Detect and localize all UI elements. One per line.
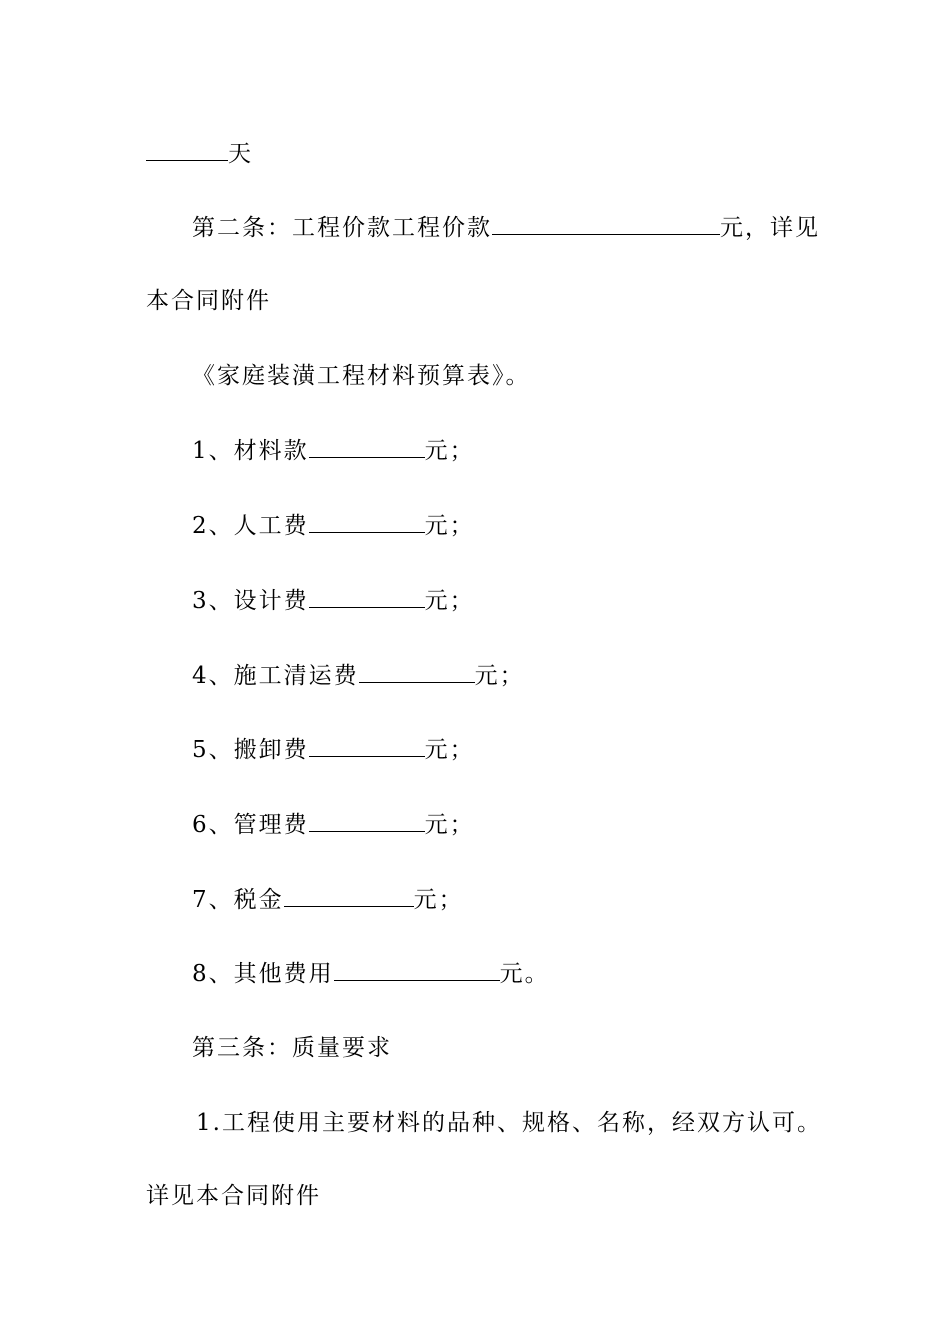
fee-item-unit: 元； — [413, 887, 464, 913]
fee-item — [192, 884, 464, 915]
fee-item — [192, 734, 475, 765]
fee-item — [192, 660, 525, 691]
fee-amount-blank — [309, 809, 425, 832]
fee-item-label: 1、材料款 — [192, 438, 309, 464]
article-3-heading — [192, 1033, 392, 1063]
duration-line — [146, 138, 253, 169]
fee-amount-blank — [359, 660, 475, 683]
fee-item-label: 8、其他费用 — [192, 961, 334, 987]
fee-item-label: 4、施工清运费 — [192, 663, 359, 689]
fee-item — [192, 435, 475, 466]
fee-amount-blank — [309, 510, 425, 533]
fee-item — [192, 585, 475, 616]
contract-attachment-line — [146, 286, 271, 316]
fee-item-unit: 元； — [424, 438, 475, 464]
clause-1 — [196, 1108, 822, 1138]
fee-item-unit: 元； — [424, 812, 475, 838]
fee-amount-blank — [309, 435, 425, 458]
fee-amount-blank — [284, 884, 414, 907]
contract-attachment-text: 本合同附件 — [146, 288, 271, 314]
fee-item — [192, 809, 475, 840]
clause-1-continuation-text: 详见本合同附件 — [146, 1183, 321, 1209]
article-2-suffix: 元，详见 — [720, 215, 820, 241]
budget-table-text: 《家庭装潢工程材料预算表》。 — [192, 363, 531, 389]
fee-item — [192, 958, 550, 989]
fee-item-label: 6、管理费 — [192, 812, 309, 838]
fee-amount-blank — [309, 734, 425, 757]
fee-item-unit: 元； — [474, 663, 525, 689]
fee-item-label: 2、人工费 — [192, 513, 309, 539]
fee-amount-blank — [309, 585, 425, 608]
fee-amount-blank — [334, 958, 500, 981]
budget-table-title — [192, 361, 531, 391]
duration-blank — [146, 138, 228, 161]
fee-item-unit: 元； — [424, 513, 475, 539]
fee-item-label: 5、搬卸费 — [192, 737, 309, 763]
clause-1-continuation — [146, 1181, 321, 1211]
article-2-heading: 第二条：工程价款工程价款 — [192, 215, 492, 241]
fee-item-unit: 元； — [424, 588, 475, 614]
fee-item — [192, 510, 475, 541]
fee-item-unit: 元； — [424, 737, 475, 763]
fee-item-unit: 元。 — [499, 961, 550, 987]
project-price-blank — [492, 212, 720, 235]
article-2-line — [192, 212, 820, 243]
article-3-text: 第三条：质量要求 — [192, 1035, 392, 1061]
clause-1-text: 1.工程使用主要材料的品种、规格、名称，经双方认可。 — [196, 1110, 822, 1136]
fee-item-label: 7、税金 — [192, 887, 284, 913]
fee-item-label: 3、设计费 — [192, 588, 309, 614]
duration-unit: 天 — [228, 141, 253, 167]
